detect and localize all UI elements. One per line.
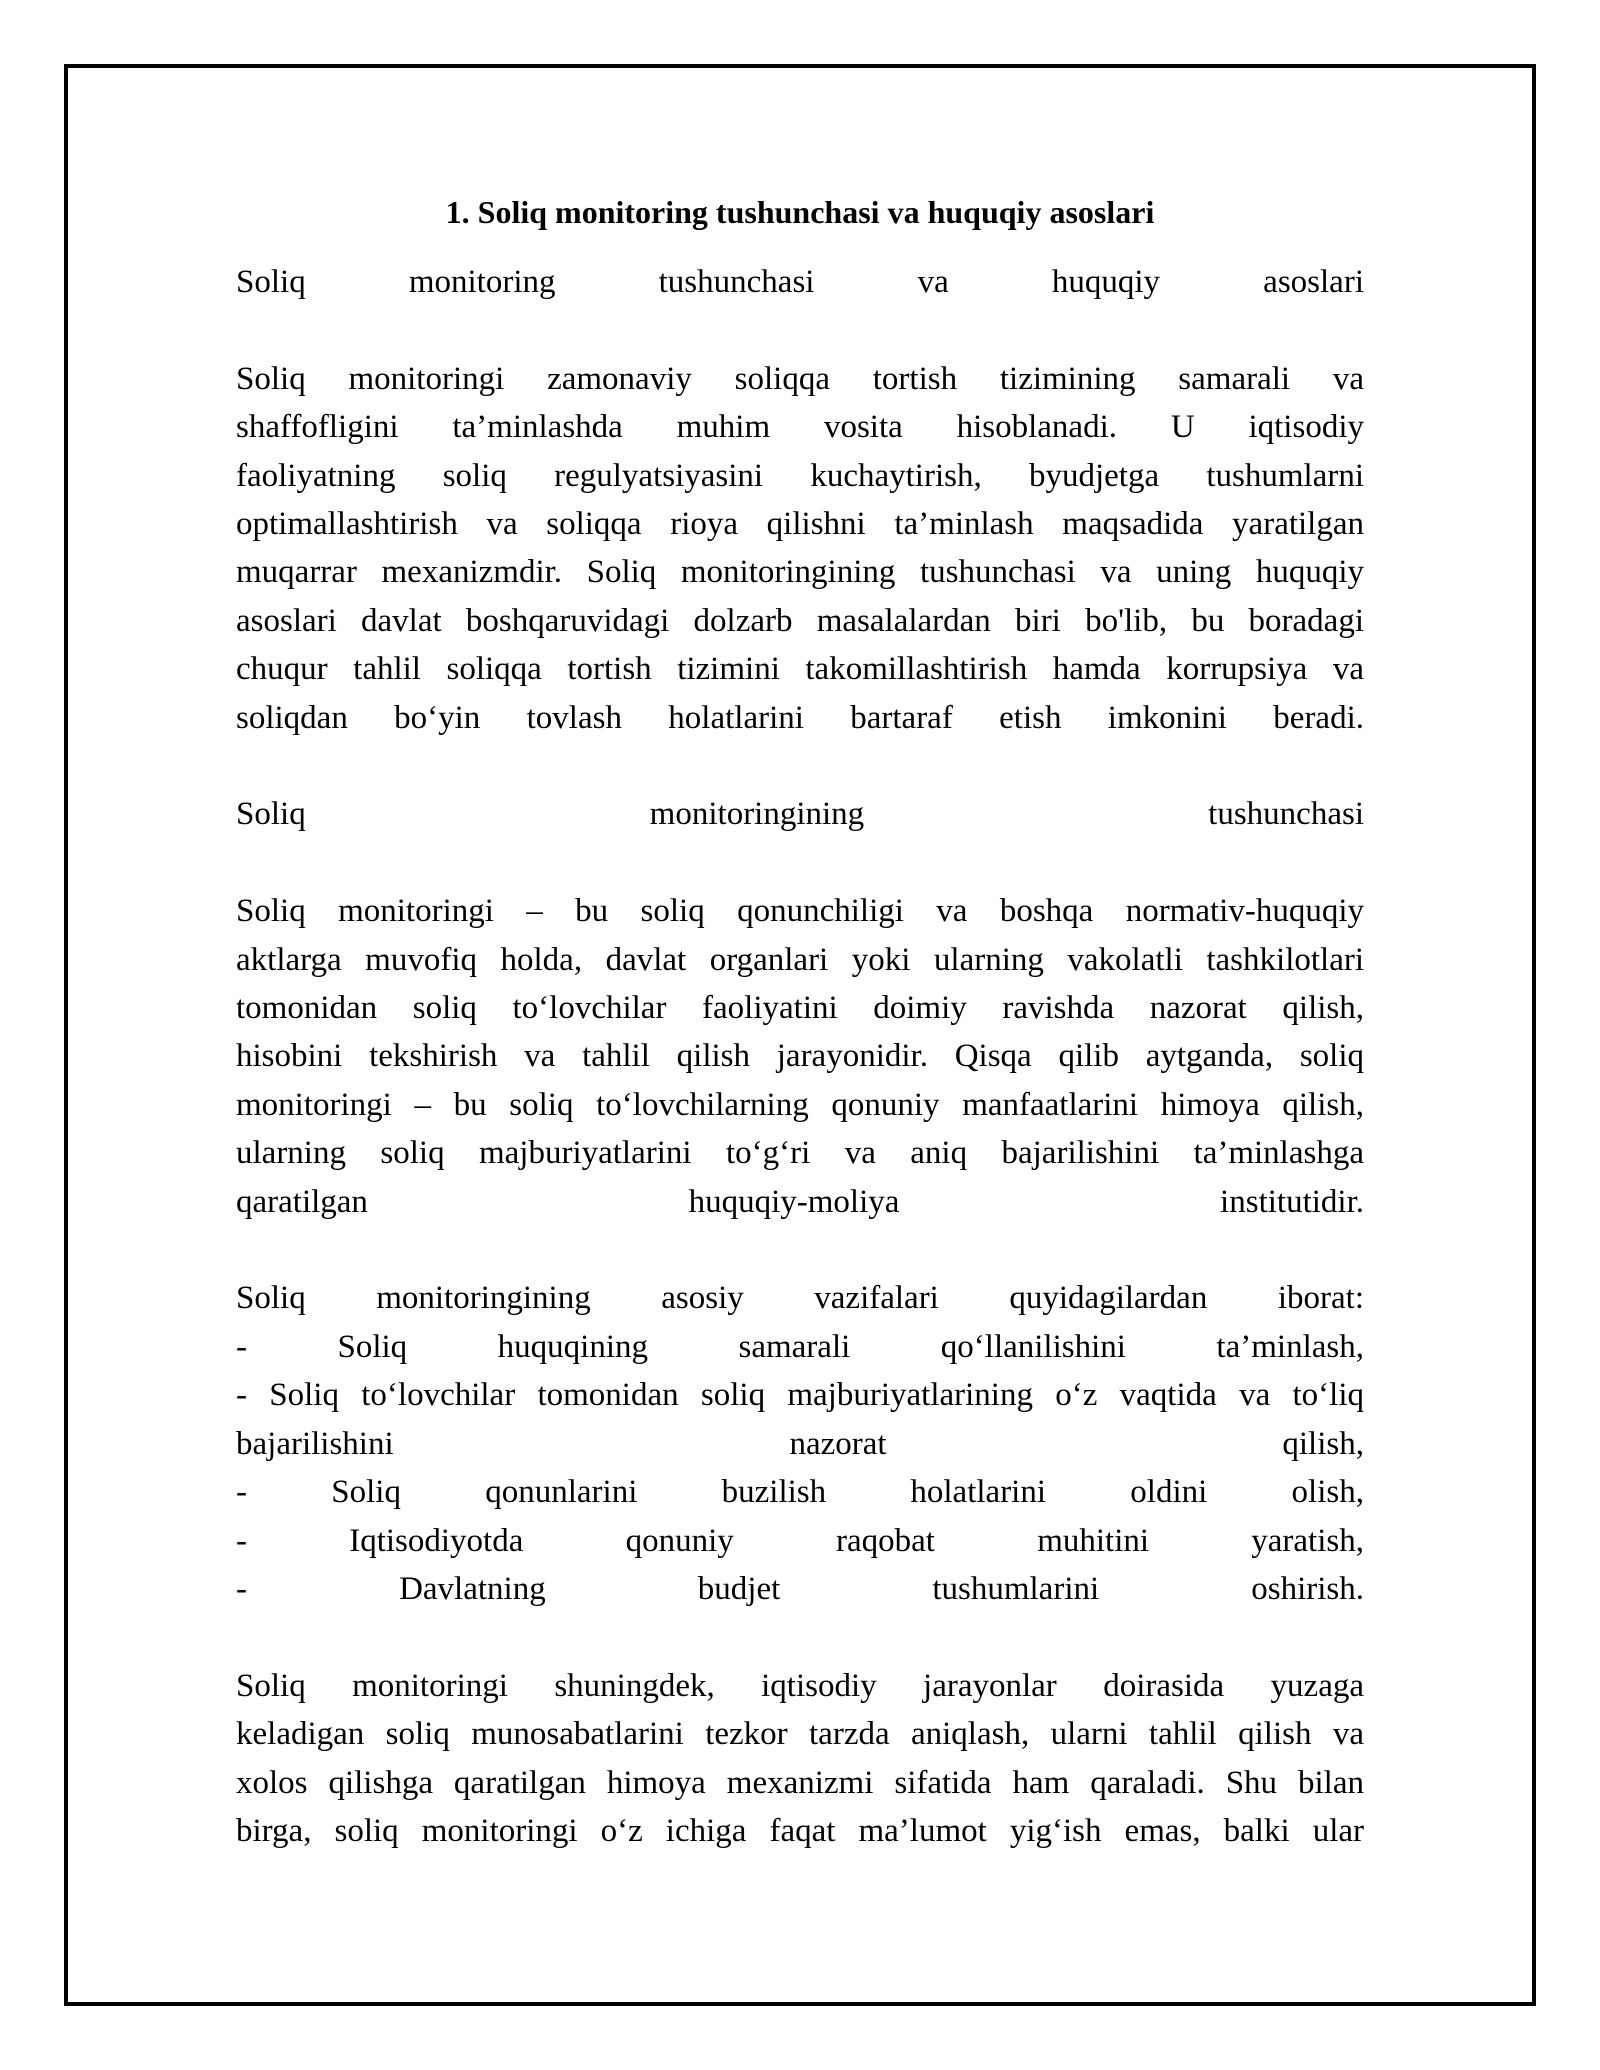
text-line: muqarrar mexanizmdir. Soliq monitoringining tushunchasi va uning huquqiy — [236, 554, 1364, 591]
text-line: Soliq monitoring tushunchasi va huquqiy asoslari — [236, 264, 1364, 300]
text-line: soliqdan bo‘yin tovlash holatlarini bartaraf etish imkonini beradi. — [236, 699, 1364, 736]
text-line: birga, soliq monitoringi o‘z ichiga faqat ma’lumot yig‘ish emas, balki ular — [236, 1812, 1364, 1849]
document-title: 1. Soliq monitoring tushunchasi va huquqiy asoslari — [445, 194, 1155, 230]
text-line: - Soliq to‘lovchilar tomonidan soliq majburiyatlarining o‘z vaqtida va to‘liq — [236, 1377, 1364, 1414]
text-line: hisobini tekshirish va tahlil qilish jarayonidir. Qisqa qilib aytganda, soliq — [236, 1038, 1364, 1075]
text-line: faoliyatning soliq regulyatsiyasini kuchaytirish, byudjetga tushumlarni — [236, 457, 1364, 494]
text-line: Soliq monitoringi – bu soliq qonunchiligi va boshqa normativ-huquqiy — [236, 893, 1364, 930]
text-line: - Iqtisodiyotda qonuniy raqobat muhitini yaratish, — [236, 1522, 1364, 1559]
text-line: - Davlatning budjet tushumlarini oshirish. — [236, 1570, 1364, 1607]
paragraph — [236, 1274, 1364, 1613]
text-line: ularning soliq majburiyatlarini to‘g‘ri va aniq bajarilishini ta’minlashga — [236, 1135, 1364, 1172]
text-line: - Soliq huquqining samarali qo‘llanilishini ta’minlash, — [236, 1328, 1364, 1365]
text-line: qaratilgan huquqiy-moliya institutidir. — [236, 1183, 1364, 1220]
text-line: asoslari davlat boshqaruvidagi dolzarb masalalardan biri bo'lib, bu boradagi — [236, 602, 1364, 639]
text-line: chuqur tahlil soliqqa tortish tizimini takomillashtirish hamda korrupsiya va — [236, 651, 1364, 688]
text-line: optimallashtirish va soliqqa rioya qilishni ta’minlash maqsadida yaratilgan — [236, 506, 1364, 543]
text-line: bajarilishini nazorat qilish, — [236, 1425, 1364, 1462]
text-line: - Soliq qonunlarini buzilish holatlarini oldini olish, — [236, 1474, 1364, 1511]
text-line: keladigan soliq munosabatlarini tezkor tarzda aniqlash, ularni tahlil qilish va — [236, 1716, 1364, 1753]
document-body — [236, 190, 1364, 1855]
text-line: tomonidan soliq to‘lovchilar faoliyatini doimiy ravishda nazorat qilish, — [236, 990, 1364, 1027]
paragraph — [236, 1662, 1364, 1856]
text-line: Soliq monitoringining asosiy vazifalari quyidagilardan iborat: — [236, 1280, 1364, 1317]
paragraph — [236, 887, 1364, 1226]
text-line: shaffofligini ta’minlashda muhim vosita hisoblanadi. U iqtisodiy — [236, 409, 1364, 446]
paragraph — [236, 258, 1364, 306]
paragraph — [236, 790, 1364, 838]
text-line: aktlarga muvofiq holda, davlat organlari yoki ularning vakolatli tashkilotlari — [236, 941, 1364, 978]
text-line: Soliq monitoringi zamonaviy soliqqa tortish tizimining samarali va — [236, 360, 1364, 397]
text-line: monitoringi – bu soliq to‘lovchilarning qonuniy manfaatlarini himoya qilish, — [236, 1086, 1364, 1123]
text-line: xolos qilishga qaratilgan himoya mexanizmi sifatida ham qaraladi. Shu bilan — [236, 1764, 1364, 1801]
paragraph-list — [236, 258, 1364, 1855]
paragraph — [236, 355, 1364, 742]
text-line: Soliq monitoringining tushunchasi — [236, 796, 1364, 833]
text-line: Soliq monitoringi shuningdek, iqtisodiy jarayonlar doirasida yuzaga — [236, 1667, 1364, 1704]
